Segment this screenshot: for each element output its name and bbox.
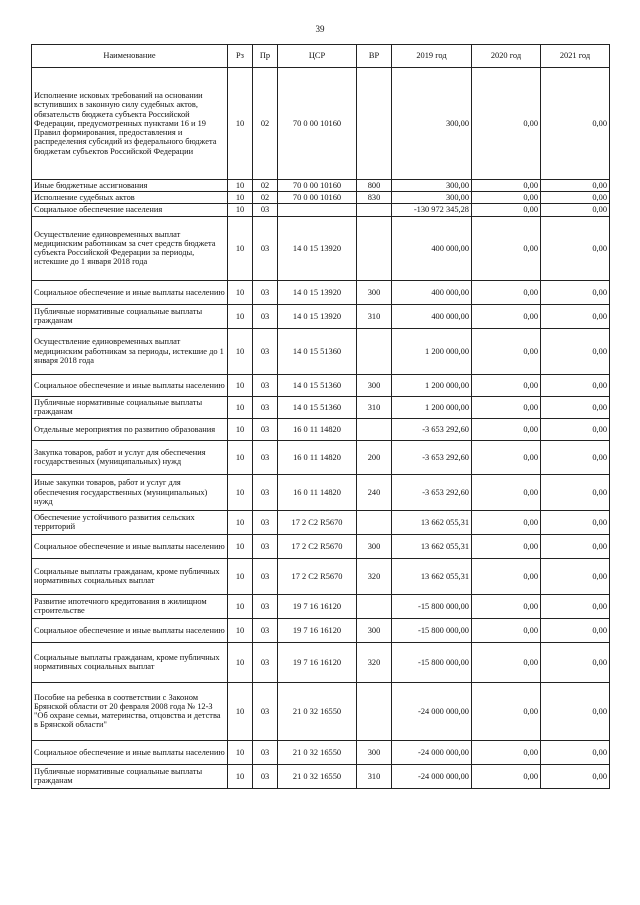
row-name: Пособие на ребенка в соответствии с Законом Брянской области от 20 февраля 2008 года № 12-З "Об охране семьи, материнства, отцовства и детства в Брянской области" [32,682,228,740]
row-vr: 300 [357,534,392,558]
table-row [32,558,610,594]
row-csr: 14 0 15 13920 [278,280,357,304]
row-2020: 0,00 [472,440,541,474]
row-csr: 14 0 15 51360 [278,396,357,418]
table-row [32,374,610,396]
row-2019: 13 662 055,31 [392,510,472,534]
row-2020: 0,00 [472,618,541,642]
row-2019: -15 800 000,00 [392,594,472,618]
row-vr: 240 [357,474,392,510]
row-vr [357,594,392,618]
row-vr [357,328,392,374]
row-2019: 13 662 055,31 [392,534,472,558]
row-name: Социальное обеспечение и иные выплаты населению [32,618,228,642]
table-row [32,594,610,618]
row-rz: 10 [228,558,253,594]
row-vr: 800 [357,180,392,192]
table-row [32,510,610,534]
row-pr: 03 [253,418,278,440]
row-2021: 0,00 [541,682,610,740]
row-2019: 300,00 [392,68,472,180]
header-2021: 2021 год [541,45,610,68]
row-pr: 03 [253,594,278,618]
row-vr: 300 [357,280,392,304]
row-pr: 03 [253,764,278,788]
table-row [32,396,610,418]
row-name: Публичные нормативные социальные выплаты гражданам [32,764,228,788]
row-rz: 10 [228,328,253,374]
row-name: Иные закупки товаров, работ и услуг для обеспечения государственных (муниципальных) нужд [32,474,228,510]
row-2021: 0,00 [541,534,610,558]
row-pr: 03 [253,510,278,534]
row-2021: 0,00 [541,204,610,216]
table-row [32,682,610,740]
row-2021: 0,00 [541,418,610,440]
row-2021: 0,00 [541,280,610,304]
row-rz: 10 [228,764,253,788]
row-2019: -3 653 292,60 [392,474,472,510]
row-csr: 70 0 00 10160 [278,180,357,192]
row-2021: 0,00 [541,396,610,418]
row-rz: 10 [228,180,253,192]
row-csr: 14 0 15 13920 [278,304,357,328]
row-pr: 03 [253,374,278,396]
row-name: Исполнение исковых требований на основании вступивших в законную силу судебных актов, обязательств бюджета субъекта Российской Федерации, предусмотренных пунктами 16 и 19 Правил формирования, предоставления и распределения субсидий из федерального бюджета бюджетам субъектов Российской Федерации [32,68,228,180]
row-name: Развитие ипотечного кредитования в жилищном строительстве [32,594,228,618]
row-2021: 0,00 [541,374,610,396]
row-2021: 0,00 [541,216,610,280]
row-name: Социальное обеспечение и иные выплаты населению [32,534,228,558]
row-2020: 0,00 [472,204,541,216]
row-name: Социальное обеспечение населения [32,204,228,216]
header-name: Наименование [32,45,228,68]
row-2020: 0,00 [472,304,541,328]
row-2019: 300,00 [392,180,472,192]
row-2019: -24 000 000,00 [392,740,472,764]
row-2020: 0,00 [472,418,541,440]
row-name: Отдельные мероприятия по развитию образования [32,418,228,440]
row-vr [357,418,392,440]
header-vr: ВР [357,45,392,68]
row-csr: 70 0 00 10160 [278,192,357,204]
row-2021: 0,00 [541,328,610,374]
row-rz: 10 [228,374,253,396]
row-2020: 0,00 [472,374,541,396]
table-row [32,642,610,682]
row-2020: 0,00 [472,474,541,510]
row-2020: 0,00 [472,594,541,618]
row-rz: 10 [228,740,253,764]
row-name: Публичные нормативные социальные выплаты гражданам [32,396,228,418]
row-rz: 10 [228,192,253,204]
row-2019: -3 653 292,60 [392,440,472,474]
row-pr: 03 [253,682,278,740]
row-2020: 0,00 [472,764,541,788]
table-row [32,192,610,204]
row-2021: 0,00 [541,594,610,618]
row-rz: 10 [228,216,253,280]
row-2021: 0,00 [541,510,610,534]
row-vr: 300 [357,374,392,396]
row-2021: 0,00 [541,180,610,192]
row-csr: 14 0 15 51360 [278,374,357,396]
row-name: Исполнение судебных актов [32,192,228,204]
row-pr: 02 [253,192,278,204]
row-pr: 03 [253,642,278,682]
row-2019: -15 800 000,00 [392,618,472,642]
row-rz: 10 [228,68,253,180]
row-2020: 0,00 [472,328,541,374]
row-name: Закупка товаров, работ и услуг для обеспечения государственных (муниципальных) нужд [32,440,228,474]
row-2021: 0,00 [541,192,610,204]
table-row [32,618,610,642]
row-vr [357,682,392,740]
row-csr: 70 0 00 10160 [278,68,357,180]
row-2021: 0,00 [541,558,610,594]
table-row [32,304,610,328]
header-csr: ЦСР [278,45,357,68]
row-rz: 10 [228,304,253,328]
row-2020: 0,00 [472,216,541,280]
row-vr: 310 [357,764,392,788]
table-row [32,474,610,510]
row-pr: 03 [253,204,278,216]
table-row [32,764,610,788]
row-rz: 10 [228,396,253,418]
header-rz: Рз [228,45,253,68]
row-pr: 03 [253,216,278,280]
row-name: Обеспечение устойчивого развития сельских территорий [32,510,228,534]
row-pr: 03 [253,440,278,474]
row-vr [357,204,392,216]
row-vr: 300 [357,740,392,764]
row-2021: 0,00 [541,764,610,788]
row-2019: 13 662 055,31 [392,558,472,594]
row-csr: 19 7 16 16120 [278,642,357,682]
row-pr: 03 [253,558,278,594]
row-rz: 10 [228,204,253,216]
row-csr: 19 7 16 16120 [278,594,357,618]
row-2021: 0,00 [541,68,610,180]
row-pr: 03 [253,396,278,418]
row-pr: 03 [253,618,278,642]
row-name: Социальное обеспечение и иные выплаты населению [32,740,228,764]
table-row [32,280,610,304]
table-row [32,216,610,280]
header-pr: Пр [253,45,278,68]
row-2020: 0,00 [472,68,541,180]
row-pr: 03 [253,534,278,558]
row-name: Публичные нормативные социальные выплаты гражданам [32,304,228,328]
header-2020: 2020 год [472,45,541,68]
table-row [32,68,610,180]
row-vr: 310 [357,304,392,328]
row-2019: -3 653 292,60 [392,418,472,440]
row-rz: 10 [228,642,253,682]
row-2020: 0,00 [472,280,541,304]
budget-table [31,44,610,789]
row-name: Социальные выплаты гражданам, кроме публичных нормативных социальных выплат [32,642,228,682]
row-vr: 830 [357,192,392,204]
row-2021: 0,00 [541,618,610,642]
row-csr: 21 0 32 16550 [278,740,357,764]
row-pr: 03 [253,304,278,328]
row-pr: 03 [253,280,278,304]
row-rz: 10 [228,474,253,510]
row-csr: 17 2 C2 R5670 [278,558,357,594]
row-csr: 21 0 32 16550 [278,682,357,740]
row-csr: 21 0 32 16550 [278,764,357,788]
row-2021: 0,00 [541,440,610,474]
table-row [32,418,610,440]
row-rz: 10 [228,618,253,642]
row-2019: 300,00 [392,192,472,204]
row-csr: 19 7 16 16120 [278,618,357,642]
row-2019: 1 200 000,00 [392,328,472,374]
row-rz: 10 [228,280,253,304]
row-2021: 0,00 [541,474,610,510]
row-2020: 0,00 [472,180,541,192]
row-vr [357,510,392,534]
row-name: Социальные выплаты гражданам, кроме публичных нормативных социальных выплат [32,558,228,594]
row-2019: 400 000,00 [392,216,472,280]
row-rz: 10 [228,418,253,440]
row-csr: 16 0 11 14820 [278,418,357,440]
table-row [32,328,610,374]
row-pr: 02 [253,180,278,192]
row-name: Социальное обеспечение и иные выплаты населению [32,374,228,396]
row-csr: 14 0 15 51360 [278,328,357,374]
row-csr: 16 0 11 14820 [278,474,357,510]
row-pr: 02 [253,68,278,180]
row-2020: 0,00 [472,510,541,534]
row-csr: 17 2 C2 R5670 [278,534,357,558]
table-row [32,204,610,216]
row-2019: 400 000,00 [392,280,472,304]
row-2019: 400 000,00 [392,304,472,328]
row-name: Осуществление единовременных выплат медицинским работникам за периоды, истекшие до 1 января 2018 года [32,328,228,374]
table-row [32,180,610,192]
row-2019: 1 200 000,00 [392,396,472,418]
row-2020: 0,00 [472,682,541,740]
row-2019: -15 800 000,00 [392,642,472,682]
row-2019: -24 000 000,00 [392,764,472,788]
row-vr: 320 [357,558,392,594]
row-2020: 0,00 [472,396,541,418]
row-2021: 0,00 [541,740,610,764]
row-rz: 10 [228,440,253,474]
row-rz: 10 [228,534,253,558]
row-vr: 200 [357,440,392,474]
row-name: Осуществление единовременных выплат медицинским работникам за счет средств бюджета субъекта Российской Федерации за периоды, истекшие до 1 января 2018 года [32,216,228,280]
row-pr: 03 [253,328,278,374]
row-csr: 17 2 C2 R5670 [278,510,357,534]
row-2019: -130 972 345,28 [392,204,472,216]
table-row [32,440,610,474]
table-row [32,740,610,764]
row-2021: 0,00 [541,642,610,682]
header-2019: 2019 год [392,45,472,68]
row-vr [357,68,392,180]
row-vr [357,216,392,280]
header-row [32,45,610,68]
row-2020: 0,00 [472,534,541,558]
row-name: Иные бюджетные ассигнования [32,180,228,192]
row-2020: 0,00 [472,558,541,594]
row-pr: 03 [253,474,278,510]
row-vr: 320 [357,642,392,682]
table-row [32,534,610,558]
row-csr: 16 0 11 14820 [278,440,357,474]
row-2021: 0,00 [541,304,610,328]
page-number: 39 [315,24,325,34]
row-rz: 10 [228,682,253,740]
row-csr [278,204,357,216]
row-rz: 10 [228,594,253,618]
row-name: Социальное обеспечение и иные выплаты населению [32,280,228,304]
row-rz: 10 [228,510,253,534]
row-2019: 1 200 000,00 [392,374,472,396]
row-2020: 0,00 [472,740,541,764]
row-2019: -24 000 000,00 [392,682,472,740]
row-2020: 0,00 [472,192,541,204]
row-vr: 310 [357,396,392,418]
row-vr: 300 [357,618,392,642]
row-pr: 03 [253,740,278,764]
row-csr: 14 0 15 13920 [278,216,357,280]
row-2020: 0,00 [472,642,541,682]
